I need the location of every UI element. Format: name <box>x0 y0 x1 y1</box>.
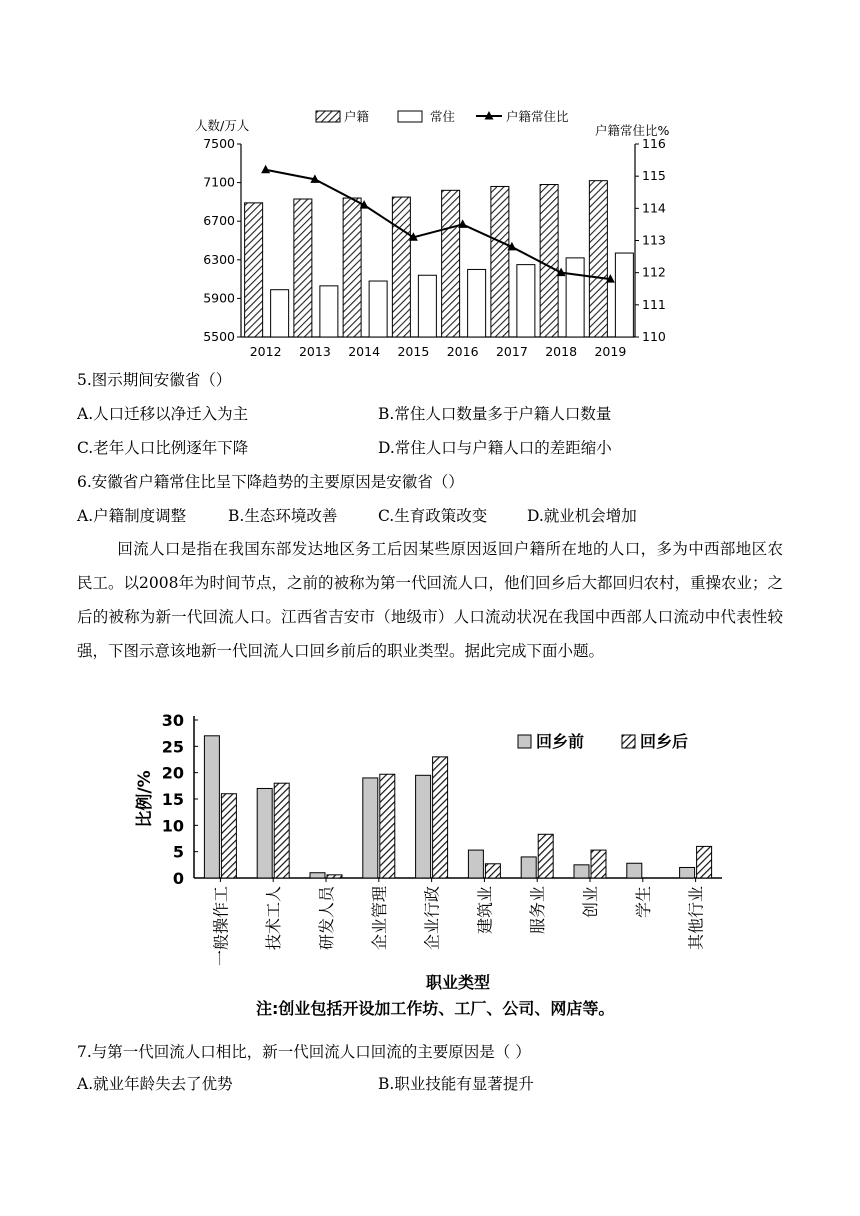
y-right-tick-label: 114 <box>642 200 666 216</box>
before-bar <box>574 865 589 878</box>
occupation-chart-svg <box>130 705 750 1025</box>
before-bar <box>204 736 219 878</box>
y-tick-label: 20 <box>161 763 184 783</box>
x-tick-label: 创业 <box>581 886 600 919</box>
y-right-tick-label: 116 <box>642 136 666 151</box>
occupation-chart <box>130 705 750 1025</box>
legend-before-label: 回乡前 <box>536 732 585 751</box>
resident-bar <box>271 290 289 337</box>
legend-resident-swatch <box>398 111 422 122</box>
x-tick-label: 2015 <box>397 344 430 359</box>
passage <box>77 532 783 668</box>
chart1-ylabel-right: 户籍常住比% <box>595 123 670 138</box>
hukou-bar <box>343 198 361 337</box>
after-bar <box>697 846 712 878</box>
x-tick-label: 学生 <box>633 886 653 919</box>
before-bar <box>310 873 325 878</box>
q6-option-c: C.生育政策改变 <box>378 507 488 525</box>
hukou-bar <box>392 197 410 337</box>
before-bar <box>468 850 483 878</box>
before-bar <box>416 775 431 878</box>
ratio-polyline <box>266 170 611 279</box>
after-bar <box>327 875 342 878</box>
q7-option-a: A.就业年龄失去了优势 <box>77 1075 233 1093</box>
chart2-bars <box>204 736 711 878</box>
after-bar <box>538 834 553 878</box>
y-tick-label: 5900 <box>203 290 235 306</box>
x-tick-label: 企业行政 <box>422 886 442 951</box>
y-tick-label: 5 <box>172 842 184 862</box>
resident-bar <box>615 253 633 337</box>
before-bar <box>257 788 272 878</box>
x-tick-label: 企业管理 <box>369 886 389 951</box>
population-chart <box>190 104 690 364</box>
ratio-point <box>261 165 270 174</box>
y-tick-label: 6700 <box>203 213 235 229</box>
legend-before-swatch <box>518 735 531 748</box>
x-tick-label: 2018 <box>545 344 578 359</box>
q7-stem: 7.与第一代回流人口相比，新一代回流人口回流的主要原因是（ ） <box>77 1043 531 1061</box>
before-bar <box>627 863 642 878</box>
before-bar <box>680 867 695 878</box>
hukou-bar <box>294 199 312 337</box>
legend-ratio-label: 户籍常住比 <box>506 109 569 124</box>
x-tick-label: 2012 <box>249 344 282 359</box>
q5-option-d: D.常住人口与户籍人口的差距缩小 <box>378 439 612 457</box>
resident-bar <box>468 269 486 337</box>
y-right-tick-label: 113 <box>642 232 666 248</box>
hukou-bar <box>442 190 460 337</box>
x-tick-label: 2013 <box>298 344 331 359</box>
q5-option-a: A.人口迁移以净迁入为主 <box>77 405 249 423</box>
y-tick-label: 10 <box>161 816 184 836</box>
resident-bar <box>566 258 584 337</box>
y-tick-label: 25 <box>161 737 184 757</box>
x-tick-label: 建筑业 <box>475 886 495 935</box>
q5-stem: 5.图示期间安徽省（） <box>77 371 232 389</box>
q5-option-c: C.老年人口比例逐年下降 <box>77 439 249 457</box>
after-bar <box>433 757 448 878</box>
chart1-legend <box>316 109 569 124</box>
y-right-tick-label: 112 <box>642 264 666 280</box>
y-tick-label: 15 <box>161 790 184 809</box>
q6-stem: 6.安徽省户籍常住比呈下降趋势的主要原因是安徽省（） <box>77 473 464 491</box>
passage-text: 回流人口是指在我国东部发达地区务工后因某些原因返回户籍所在地的人口，多为中西部地区农民工。以2008年为时间节点，之前的被称为第一代回流人口，他们回乡后大都回归农村，重操农业；之后的被称为新一代回流人口。江西省吉安市（地级市）人口流动状况在我国中西部人口流动中代表性较强，下图示意该地新一代回流人口回乡前后的职业类型。据此完成下面小题。 <box>77 540 783 660</box>
after-bar <box>274 783 289 878</box>
after-bar <box>221 794 236 878</box>
chart2-ylabel: 比例/% <box>135 770 155 828</box>
hukou-bar <box>245 203 263 337</box>
x-tick-label: 2019 <box>594 344 627 359</box>
q6-option-d: D.就业机会增加 <box>527 507 637 525</box>
resident-bar <box>517 265 535 337</box>
legend-after-swatch <box>622 735 635 748</box>
hukou-bar <box>540 185 558 337</box>
before-bar <box>363 778 378 878</box>
x-tick-label: 一般操作工 <box>211 886 231 967</box>
q5-option-b: B.常住人口数量多于户籍人口数量 <box>378 405 612 423</box>
x-tick-label: 服务业 <box>528 886 548 935</box>
q6-option-b: B.生态环境改善 <box>228 507 338 525</box>
x-tick-label: 其他行业 <box>686 886 706 951</box>
y-tick-label: 7500 <box>203 136 235 151</box>
chart1-ylabel: 人数/万人 <box>195 118 250 133</box>
q7-option-b: B.职业技能有显著提升 <box>378 1075 534 1093</box>
hukou-bar <box>589 181 607 337</box>
x-tick-label: 2016 <box>446 344 479 359</box>
resident-bar <box>369 281 387 337</box>
legend-hukou-label: 户籍 <box>344 109 370 124</box>
x-tick-label: 2014 <box>348 344 381 359</box>
population-chart-svg <box>190 104 690 364</box>
after-bar <box>591 850 606 878</box>
y-right-tick-label: 111 <box>642 296 666 312</box>
y-tick-label: 30 <box>161 711 184 730</box>
after-bar <box>380 774 395 878</box>
before-bar <box>521 857 536 878</box>
y-tick-label: 6300 <box>203 251 235 267</box>
y-tick-label: 7100 <box>203 174 235 190</box>
chart2-legend <box>518 732 688 751</box>
hukou-bar <box>491 186 509 337</box>
y-right-tick-label: 110 <box>642 329 666 344</box>
x-tick-label: 2017 <box>495 344 528 359</box>
x-tick-label: 技术工人 <box>264 886 284 951</box>
chart2-xlabel: 职业类型 <box>425 973 491 992</box>
resident-bar <box>320 286 338 337</box>
q6-option-a: A.户籍制度调整 <box>77 507 187 525</box>
chart1-ratio-line <box>261 165 615 283</box>
chart1-bars <box>245 181 634 337</box>
y-tick-label: 5500 <box>203 329 235 344</box>
legend-after-label: 回乡后 <box>640 732 689 751</box>
after-bar <box>485 864 500 878</box>
legend-hukou-swatch <box>316 111 340 122</box>
y-tick-label: 0 <box>172 869 184 888</box>
resident-bar <box>418 275 436 337</box>
legend-resident-label: 常住 <box>430 109 456 124</box>
y-right-tick-label: 115 <box>642 168 666 184</box>
chart2-note: 注:创业包括开设加工作坊、工厂、公司、网店等。 <box>256 999 615 1018</box>
x-tick-label: 研发人员 <box>317 886 336 951</box>
